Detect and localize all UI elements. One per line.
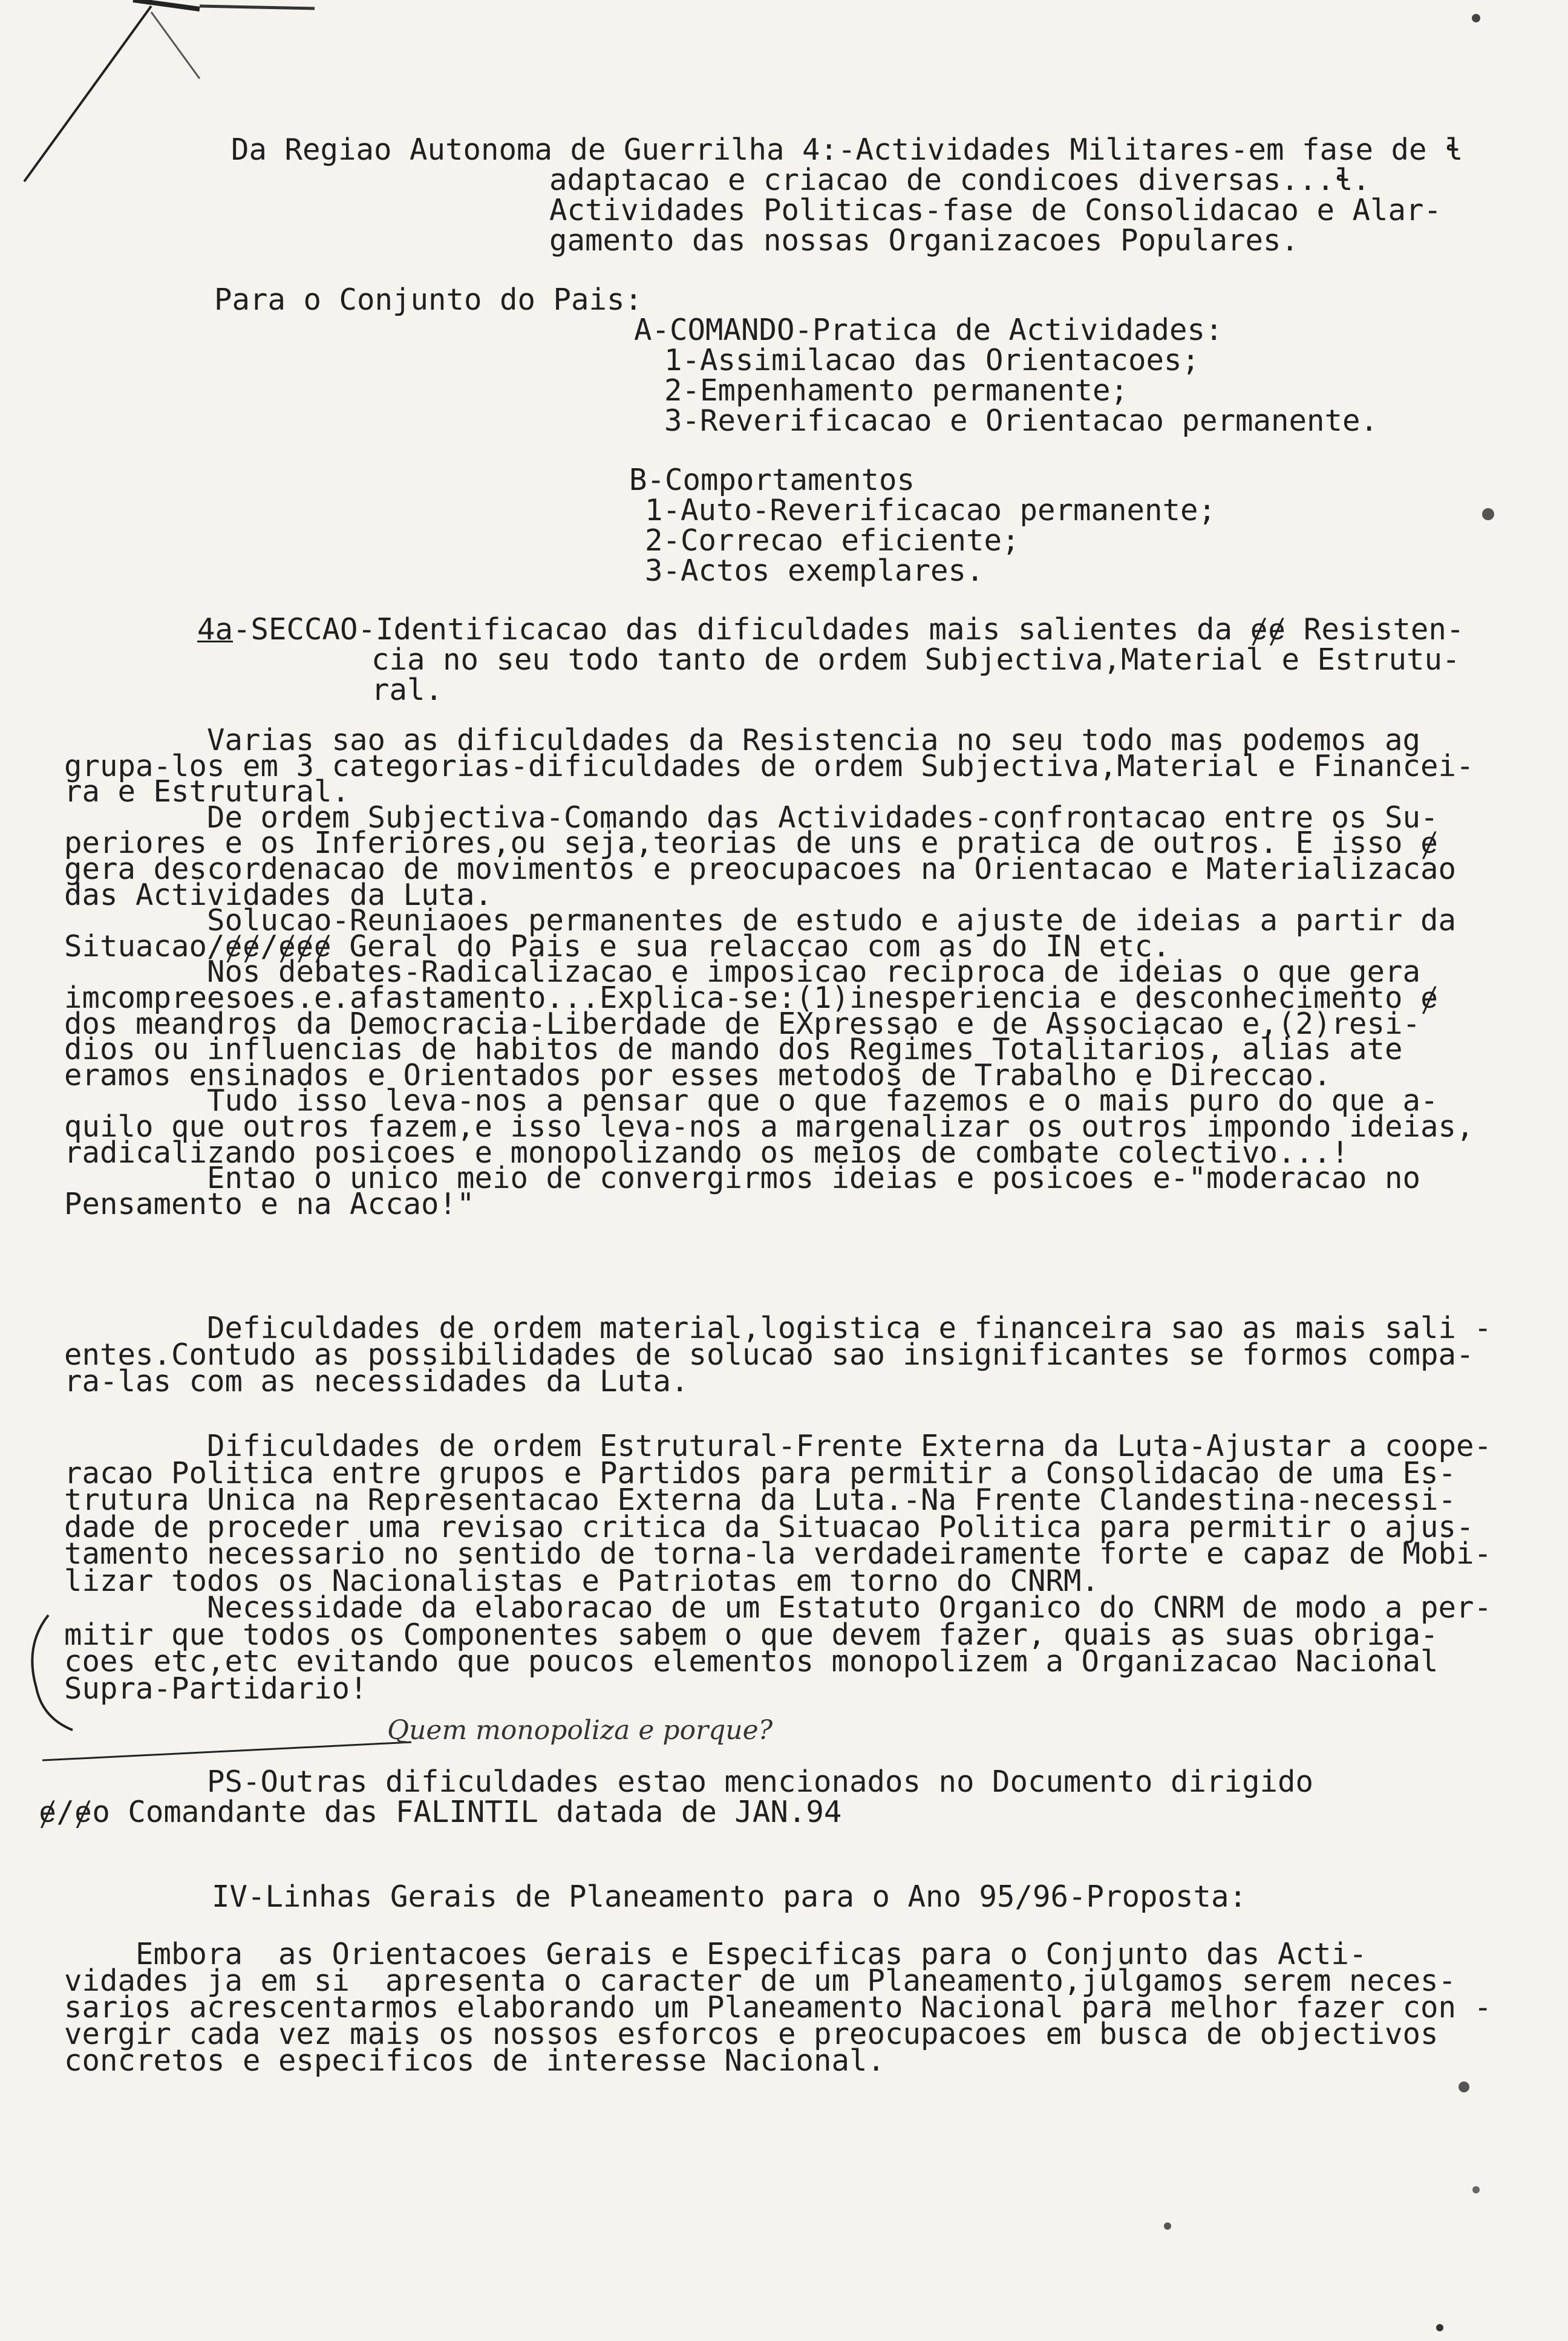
estrutural-line: racao Politica entre grupos e Partidos para permitir a Consolidacao de uma Es- bbox=[64, 1455, 1457, 1490]
estrutural-line: Supra-Partidario! bbox=[64, 1671, 368, 1706]
comportamentos-item-2: 2-Correcao eficiente; bbox=[645, 523, 1020, 558]
body-line: Solucao-Reuniaoes permanentes de estudo e ajuste de ideias a partir da bbox=[64, 903, 1457, 938]
estrutural-line: lizar todos os Nacionalistas e Patriotas em torno do CNRM. bbox=[64, 1563, 1100, 1598]
seccao-line-3: ral. bbox=[371, 673, 443, 707]
body-line: Varias sao as dificuldades da Resistencia no seu todo mas podemos ag bbox=[64, 723, 1421, 757]
header-line-3: Actividades Politicas-fase de Consolidacao e Alar- bbox=[549, 193, 1442, 227]
comportamentos-item-3: 3-Actos exemplares. bbox=[645, 553, 984, 588]
estrutural-line: mitir que todos os Componentes sabem o que devem fazer, quais as suas obriga- bbox=[64, 1617, 1439, 1652]
body-line: ra e Estrutural. bbox=[64, 774, 350, 809]
body-line: eramos ensinados e Orientados por esses metodos de Trabalho e Direccao. bbox=[64, 1057, 1331, 1092]
body-line: das Actividades da Luta. bbox=[64, 877, 493, 912]
body-line: De ordem Subjectiva-Comando das Actividades-confrontacao entre os Su- bbox=[64, 800, 1439, 835]
body-line: dios ou influencias de habitos de mando dos Regimes Totalitarios, alias ate bbox=[64, 1032, 1403, 1067]
seccao-line-1: 4a-SECCAO-Identificacao das dificuldades mais salientes da ɇɇ Resisten- bbox=[197, 612, 1465, 647]
body-line: imcompreesoes.e.afastamento...Explica-se:(1)inesperiencia e desconhecimento ɇ bbox=[64, 981, 1439, 1015]
section-iv-line: sarios acrescentarmos elaborando um Planeamento Nacional para melhor fazer con - bbox=[64, 1990, 1492, 2025]
header-line-1: Da Regiao Autonoma de Guerrilha 4:-Actividades Militares-em fase de ɬ bbox=[231, 132, 1463, 167]
comando-title: A-COMANDO-Pratica de Actividades: bbox=[634, 313, 1223, 347]
header-line-2: adaptacao e criacao de condicoes diversas...ɬ. bbox=[549, 163, 1371, 197]
body-line: Nos debates-Radicalizacao e imposicao reciproca de ideias o que gera bbox=[64, 955, 1421, 990]
material-line: entes.Contudo as possibilidades de solucao sao insignificantes se formos compa- bbox=[64, 1337, 1474, 1372]
seccao-line-2: cia no seu todo tanto de ordem Subjectiva,Material e Estrutu- bbox=[371, 642, 1460, 677]
handwritten-note: Quem monopoliza e porque? bbox=[387, 1715, 773, 1746]
material-line: Deficuldades de ordem material,logistica e financeira sao as mais sali - bbox=[64, 1311, 1492, 1345]
body-line: quilo que outros fazem,e isso leva-nos a margenalizar os outros impondo ideias, bbox=[64, 1109, 1474, 1144]
ps-line-2: ɇ/ɇo Comandante das FALINTIL datada de JAN.94 bbox=[39, 1795, 842, 1829]
body-line: Pensamento e na Accao!" bbox=[64, 1186, 475, 1221]
estrutural-line: dade de proceder uma revisao critica da Situacao Politica para permitir o ajus- bbox=[64, 1509, 1474, 1544]
comando-item-2: 2-Empenhamento permanente; bbox=[664, 373, 1129, 408]
body-line: Situacao/ɇɇ/ɇɇɇ Geral do Pais e sua relaccao com as do IN etc. bbox=[64, 929, 1171, 964]
comando-item-3: 3-Reverificacao e Orientacao permanente. bbox=[664, 403, 1379, 438]
body-line: Entao o unico meio de convergirmos ideias e posicoes e-"moderacao no bbox=[64, 1161, 1421, 1196]
body-line: gera descordenacao de movimentos e preocupacoes na Orientacao e Materializacao bbox=[64, 852, 1457, 886]
section-iv-line: concretos e especificos de interesse Nacional. bbox=[64, 2043, 886, 2078]
section-iv-title: IV-Linhas Gerais de Planeamento para o Ano 95/96-Proposta: bbox=[212, 1879, 1247, 1914]
estrutural-line: Dificuldades de ordem Estrutural-Frente Externa da Luta-Ajustar a coope- bbox=[64, 1429, 1492, 1463]
section-iv-line: vergir cada vez mais os nossos esforcos e preocupacoes em busca de objectivos bbox=[64, 2017, 1439, 2051]
comportamentos-item-1: 1-Auto-Reverificacao permanente; bbox=[645, 493, 1217, 527]
body-line: grupa-los em 3 categorias-dificuldades de ordem Subjectiva,Material e Financei- bbox=[64, 748, 1474, 783]
material-line: ra-las com as necessidades da Luta. bbox=[64, 1364, 689, 1399]
body-line: dos meandros da Democracia-Liberdade de EXpressao e de Associacao e,(2)resi- bbox=[64, 1006, 1421, 1041]
estrutural-line: coes etc,etc evitando que poucos elementos monopolizem a Organizacao Nacional bbox=[64, 1644, 1439, 1679]
body-line: radicalizando posicoes e monopolizando os meios de combate colectivo...! bbox=[64, 1135, 1350, 1170]
estrutural-line: tamento necessario no sentido de torna-la verdadeiramente forte e capaz de Mobi- bbox=[64, 1536, 1492, 1571]
section-iv-line: Embora as Orientacoes Gerais e Especificas para o Conjunto das Acti- bbox=[64, 1937, 1367, 1971]
header-line-4: gamento das nossas Organizacoes Populares. bbox=[549, 223, 1299, 258]
conjunto-title: Para o Conjunto do Pais: bbox=[214, 282, 643, 317]
body-line: periores e os Inferiores,ou seja,teorias de uns e pratica de outros. E isso ɇ bbox=[64, 826, 1439, 861]
comando-item-1: 1-Assimilacao das Orientacoes; bbox=[664, 343, 1200, 377]
ps-line-1: PS-Outras dificuldades estao mencionados no Documento dirigido bbox=[64, 1765, 1314, 1799]
body-line: Tudo isso leva-nos a pensar que o que fazemos e o mais puro do que a- bbox=[64, 1083, 1439, 1118]
comportamentos-title: B-Comportamentos bbox=[629, 463, 915, 497]
estrutural-line: Necessidade da elaboracao de um Estatuto Organico do CNRM de modo a per- bbox=[64, 1590, 1492, 1625]
estrutural-line: trutura Unica na Representacao Externa da Luta.-Na Frente Clandestina-necessi- bbox=[64, 1483, 1457, 1517]
section-iv-line: vidades ja em si apresenta o caracter de um Planeamento,julgamos serem neces- bbox=[64, 1964, 1457, 1998]
